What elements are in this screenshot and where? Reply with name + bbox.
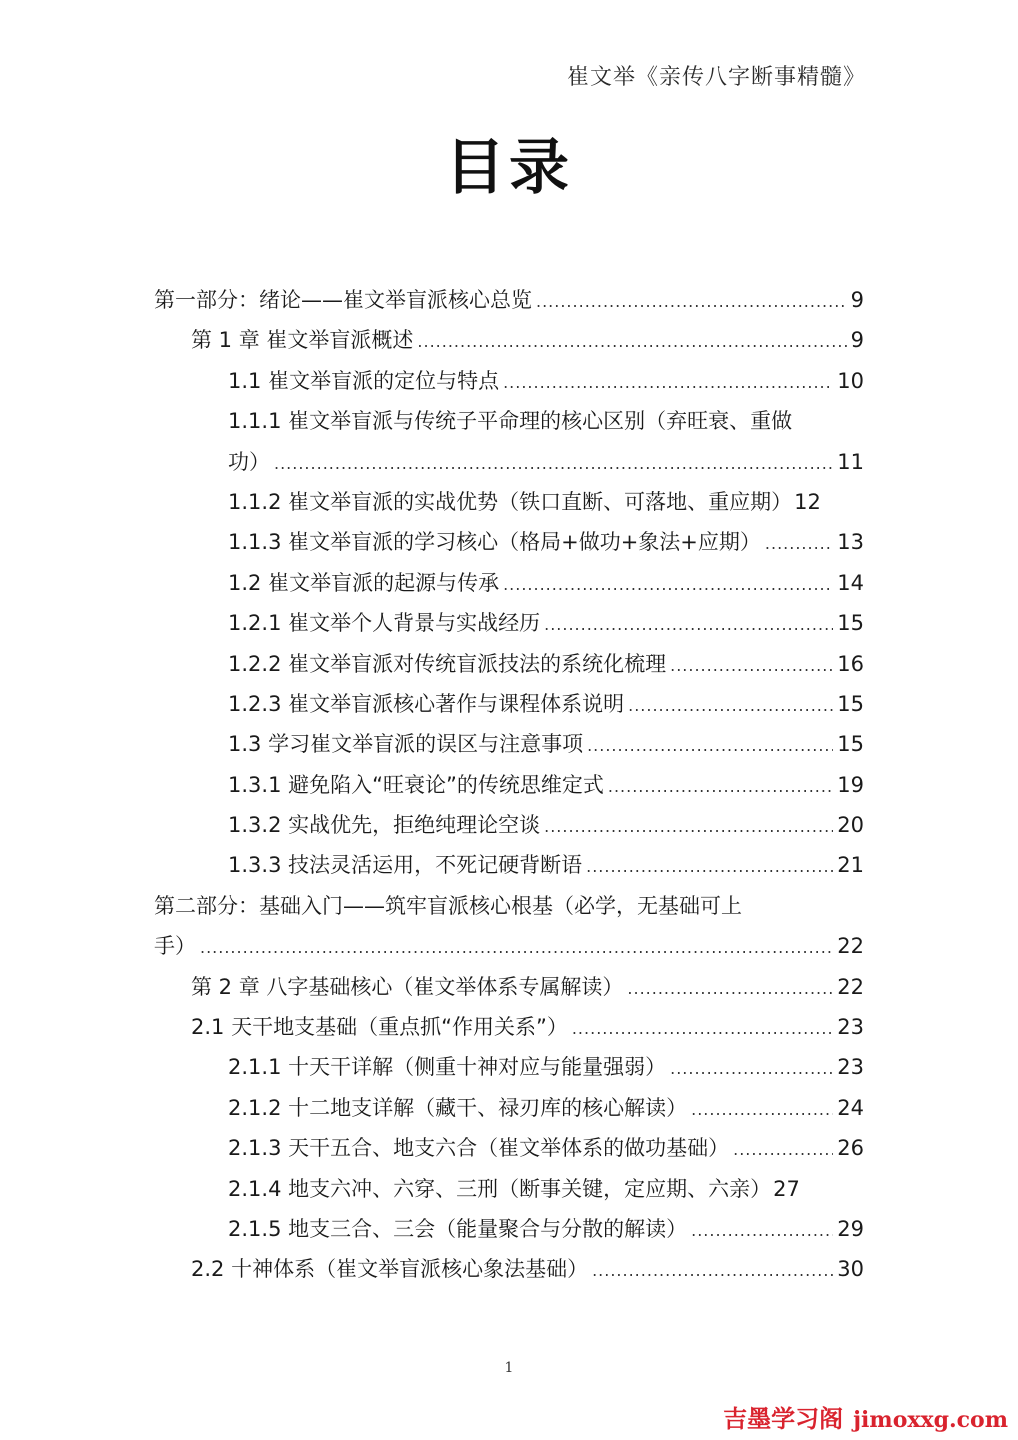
- toc-entry[interactable]: [154, 320, 864, 360]
- toc-entry-text: 2.2 十神体系（崔文举盲派核心象法基础）: [191, 1257, 589, 1282]
- toc-leader-dots: [670, 646, 833, 686]
- toc-entry[interactable]: [154, 684, 864, 724]
- toc-entry[interactable]: [154, 967, 864, 1007]
- toc-entry-page: 23: [837, 1055, 864, 1080]
- toc-entry[interactable]: [154, 644, 864, 684]
- toc-leader-dots: [765, 524, 833, 564]
- toc-entry-page: 13: [837, 530, 864, 555]
- toc-leader-dots: [544, 605, 833, 645]
- toc-leader-dots: [417, 322, 846, 362]
- toc-entry-page: 27: [773, 1176, 800, 1201]
- toc-entry-page: 22: [837, 974, 864, 999]
- toc-leader-dots: [544, 807, 833, 847]
- toc-entry[interactable]: [154, 361, 864, 401]
- toc-entry[interactable]: [154, 1209, 864, 1249]
- toc-entry-page: 22: [837, 934, 864, 959]
- toc-entry-page: 15: [837, 611, 864, 636]
- toc-entry-text: 2.1.1 十天干详解（侧重十神对应与能量强弱）: [228, 1055, 667, 1080]
- toc-entry-page: 24: [837, 1095, 864, 1120]
- toc-leader-dots: [200, 928, 833, 968]
- toc-entry-text: 2.1.3 天干五合、地支六合（崔文举体系的做功基础）: [228, 1136, 730, 1161]
- toc-entry-text: 第一部分：绪论——崔文举盲派核心总览: [154, 288, 532, 312]
- toc-entry-text-line2: 手）: [154, 934, 196, 959]
- toc-entry[interactable]: [154, 1249, 864, 1289]
- toc-entry-text: 1.2 崔文举盲派的起源与传承: [228, 570, 500, 595]
- watermark-url: jimoxxg.com: [853, 1407, 1008, 1433]
- toc-entry-text: 2.1.4 地支六冲、六穿、三刑（断事关键，定应期、六亲）: [228, 1176, 772, 1201]
- toc-entry-text: 1.2.1 崔文举个人背景与实战经历: [228, 611, 541, 636]
- toc-entry[interactable]: [154, 563, 864, 603]
- toc-entry-text: 1.3 学习崔文举盲派的误区与注意事项: [228, 732, 584, 757]
- toc-entry-text: 1.3.2 实战优先，拒绝纯理论空谈: [228, 813, 541, 838]
- toc-entry[interactable]: [154, 1047, 864, 1087]
- page-title: 目录: [445, 133, 573, 203]
- toc-entry[interactable]: [154, 845, 864, 885]
- toc-entry-page: 11: [837, 449, 864, 474]
- toc-leader-dots: [691, 1090, 833, 1130]
- toc-leader-dots: [503, 363, 833, 403]
- toc-leader-dots: [503, 565, 833, 605]
- toc-entry[interactable]: [154, 1088, 864, 1128]
- toc-entry[interactable]: [154, 603, 864, 643]
- toc-entry[interactable]: [154, 280, 864, 320]
- toc-entry-text-line1: 第二部分：基础入门——筑牢盲派核心根基（必学，无基础可上: [154, 893, 742, 918]
- toc-entry-text: 1.3.3 技法灵活运用，不死记硬背断语: [228, 853, 583, 878]
- toc-entry-text-line2: 功）: [228, 449, 270, 474]
- toc-leader-dots: [627, 969, 833, 1009]
- toc-entry[interactable]: [154, 401, 864, 482]
- toc-leader-dots: [670, 1049, 833, 1089]
- toc-entry-page: 19: [837, 772, 864, 797]
- toc-entry-page: 16: [837, 651, 864, 676]
- toc-leader-dots: [586, 847, 833, 887]
- toc-entry-page: 23: [837, 1015, 864, 1040]
- toc-entry-page: 15: [837, 691, 864, 716]
- toc-entry-text: 1.1 崔文举盲派的定位与特点: [228, 368, 500, 393]
- toc-entry[interactable]: [154, 522, 864, 562]
- toc-entry-page: 14: [837, 570, 864, 595]
- toc-leader-dots: [572, 1009, 833, 1049]
- toc-entry-page: 9: [850, 288, 864, 312]
- toc-entry-page: 21: [837, 853, 864, 878]
- toc-entry-text: 2.1.2 十二地支详解（藏干、禄刃库的核心解读）: [228, 1095, 688, 1120]
- toc-entry-text: 2.1 天干地支基础（重点抓“作用关系”）: [191, 1015, 568, 1040]
- toc-entry[interactable]: [154, 482, 864, 522]
- toc-entry[interactable]: [154, 724, 864, 764]
- toc-leader-dots: [274, 444, 833, 484]
- toc-entry-page: 10: [837, 368, 864, 393]
- toc-entry-page: 9: [850, 328, 864, 353]
- toc-entry[interactable]: [154, 765, 864, 805]
- toc-entry-page: 30: [837, 1257, 864, 1282]
- toc-entry-text: 1.1.3 崔文举盲派的学习核心（格局+做功+象法+应期）: [228, 530, 761, 555]
- toc-entry[interactable]: [154, 1169, 864, 1209]
- page-number: 1: [504, 1360, 514, 1376]
- toc-entry[interactable]: [154, 1007, 864, 1047]
- toc-entry[interactable]: [154, 886, 864, 967]
- watermark: [723, 1399, 1008, 1434]
- toc-leader-dots: [733, 1130, 833, 1170]
- toc-entry-page: 20: [837, 813, 864, 838]
- toc-leader-dots: [691, 1211, 833, 1251]
- running-header: 崔文举《亲传八字断事精髓》: [566, 65, 866, 90]
- toc-leader-dots: [536, 282, 847, 322]
- toc-leader-dots: [608, 767, 833, 807]
- toc-entry-text: 1.3.1 避免陷入“旺衰论”的传统思维定式: [228, 772, 604, 797]
- toc-leader-dots: [628, 686, 833, 726]
- toc-entry-text: 1.2.2 崔文举盲派对传统盲派技法的系统化梳理: [228, 651, 667, 676]
- watermark-site-name: 吉墨学习阁: [723, 1405, 844, 1433]
- toc-leader-dots: [587, 726, 833, 766]
- toc-entry-page: 15: [837, 732, 864, 757]
- toc-leader-dots: [592, 1251, 833, 1291]
- toc-entry-text: 第 1 章 崔文举盲派概述: [191, 328, 414, 353]
- toc-entry-text: 2.1.5 地支三合、三会（能量聚合与分散的解读）: [228, 1216, 688, 1241]
- table-of-contents: [154, 280, 864, 1290]
- toc-entry-page: 29: [837, 1216, 864, 1241]
- toc-entry-text-line1: 1.1.1 崔文举盲派与传统子平命理的核心区别（弃旺衰、重做: [228, 409, 793, 434]
- toc-entry-page: 26: [837, 1136, 864, 1161]
- toc-entry-page: 12: [794, 489, 821, 514]
- toc-entry-text: 1.1.2 崔文举盲派的实战优势（铁口直断、可落地、重应期）: [228, 489, 793, 514]
- toc-entry[interactable]: [154, 1128, 864, 1168]
- toc-entry[interactable]: [154, 805, 864, 845]
- toc-entry-text: 第 2 章 八字基础核心（崔文举体系专属解读）: [191, 974, 624, 999]
- toc-entry-text: 1.2.3 崔文举盲派核心著作与课程体系说明: [228, 691, 625, 716]
